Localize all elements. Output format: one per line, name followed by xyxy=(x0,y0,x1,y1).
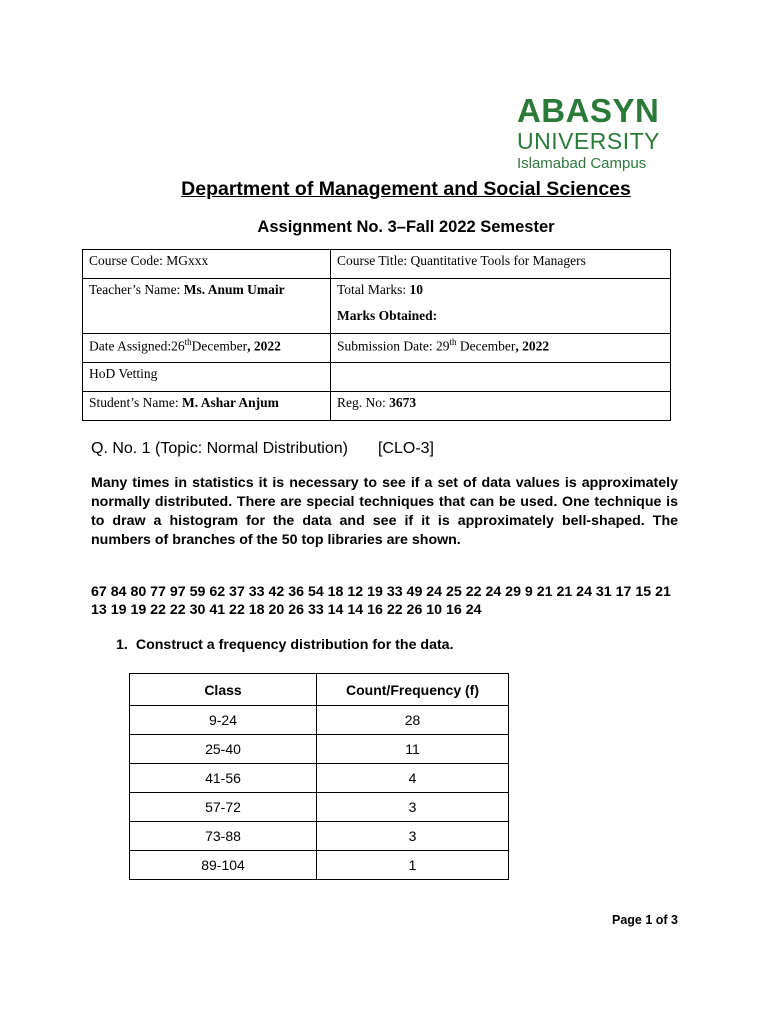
frequency-cell: 3 xyxy=(317,822,509,851)
frequency-cell: 3 xyxy=(317,793,509,822)
course-code: Course Code: MGxxx xyxy=(83,250,331,279)
logo-line-campus: Islamabad Campus xyxy=(516,155,647,172)
department-title: Department of Management and Social Sciences xyxy=(181,178,631,200)
reg-number: 3673 xyxy=(389,395,417,410)
student-name: M. Ashar Anjum xyxy=(182,395,279,410)
course-title: Course Title: Quantitative Tools for Managers xyxy=(331,250,671,279)
header-frequency: Count/Frequency (f) xyxy=(317,674,509,706)
frequency-table xyxy=(129,673,509,880)
frequency-cell: 1 xyxy=(317,851,509,880)
table-row xyxy=(130,706,509,735)
question-paragraph: Many times in statistics it is necessary to see if a set of data values is approximately normally distributed. There are special techniques that can be used. One technique is to draw a histogram for the data and see if it is approximately bell-shaped. The numbers of branches of the 50 top libraries are shown. xyxy=(91,475,678,548)
table-header-row xyxy=(130,674,509,706)
info-row xyxy=(83,363,671,392)
date-assigned-sup: th xyxy=(184,337,192,347)
table-row xyxy=(130,793,509,822)
date-assigned-year: , 2022 xyxy=(247,338,281,354)
course-info-table xyxy=(82,249,671,421)
date-assigned-month: December xyxy=(191,338,248,354)
student-cell xyxy=(83,392,331,421)
class-cell: 89-104 xyxy=(130,851,317,880)
info-row xyxy=(83,279,671,334)
hod-empty-cell xyxy=(331,363,671,392)
frequency-cell: 11 xyxy=(317,735,509,764)
clo-tag: [CLO-3] xyxy=(377,440,434,457)
marks-cell xyxy=(331,279,671,334)
reg-label: Reg. No: xyxy=(337,395,390,410)
frequency-cell: 28 xyxy=(317,706,509,735)
total-marks-value: 10 xyxy=(409,282,424,297)
table-row xyxy=(130,764,509,793)
submission-year: , 2022 xyxy=(515,338,550,354)
submission-sup: th xyxy=(449,337,457,347)
class-cell: 25-40 xyxy=(130,735,317,764)
hod-vetting: HoD Vetting xyxy=(83,363,331,392)
question-heading xyxy=(91,440,434,458)
logo-line-abasyn: ABASYN xyxy=(516,92,660,129)
submission-month: December xyxy=(456,338,516,354)
submission-label: Submission Date: 29 xyxy=(337,338,450,354)
table-row xyxy=(130,735,509,764)
student-label: Student’s Name: xyxy=(89,395,182,410)
date-assigned-label: Date Assigned:26 xyxy=(89,338,185,354)
marks-obtained-label: Marks Obtained: xyxy=(337,308,438,323)
task-text: Construct a frequency distribution for the data. xyxy=(135,637,454,653)
table-row xyxy=(130,851,509,880)
teacher-name: Ms. Anum Umair xyxy=(183,282,285,297)
class-cell: 9-24 xyxy=(130,706,317,735)
teacher-label: Teacher’s Name: xyxy=(89,282,184,297)
date-assigned xyxy=(83,334,331,363)
question-title: Q. No. 1 (Topic: Normal Distribution) xyxy=(91,440,348,457)
info-row xyxy=(83,392,671,421)
page-number: Page 1 of 3 xyxy=(612,913,678,927)
class-cell: 73-88 xyxy=(130,822,317,851)
data-values: 67 84 80 77 97 59 62 37 33 42 36 54 18 12 19 33 49 24 25 22 24 29 9 21 21 24 31 17 15 21 13 19 19 22 22 30 41 22 18 20 26 33 14 14 16 22 26 10 16 24 xyxy=(91,584,671,618)
class-cell: 57-72 xyxy=(130,793,317,822)
logo-line-university: UNIVERSITY xyxy=(516,128,660,154)
university-logo xyxy=(517,94,660,171)
frequency-cell: 4 xyxy=(317,764,509,793)
header-class: Class xyxy=(130,674,317,706)
table-row xyxy=(130,822,509,851)
reg-cell xyxy=(331,392,671,421)
teacher-cell xyxy=(83,279,331,334)
total-marks-label: Total Marks: xyxy=(337,282,410,297)
task-item xyxy=(116,637,454,653)
info-row xyxy=(83,334,671,363)
submission-date xyxy=(331,334,671,363)
class-cell: 41-56 xyxy=(130,764,317,793)
assignment-title: Assignment No. 3–Fall 2022 Semester xyxy=(257,218,555,236)
task-number: 1. xyxy=(116,637,128,653)
info-row xyxy=(83,250,671,279)
